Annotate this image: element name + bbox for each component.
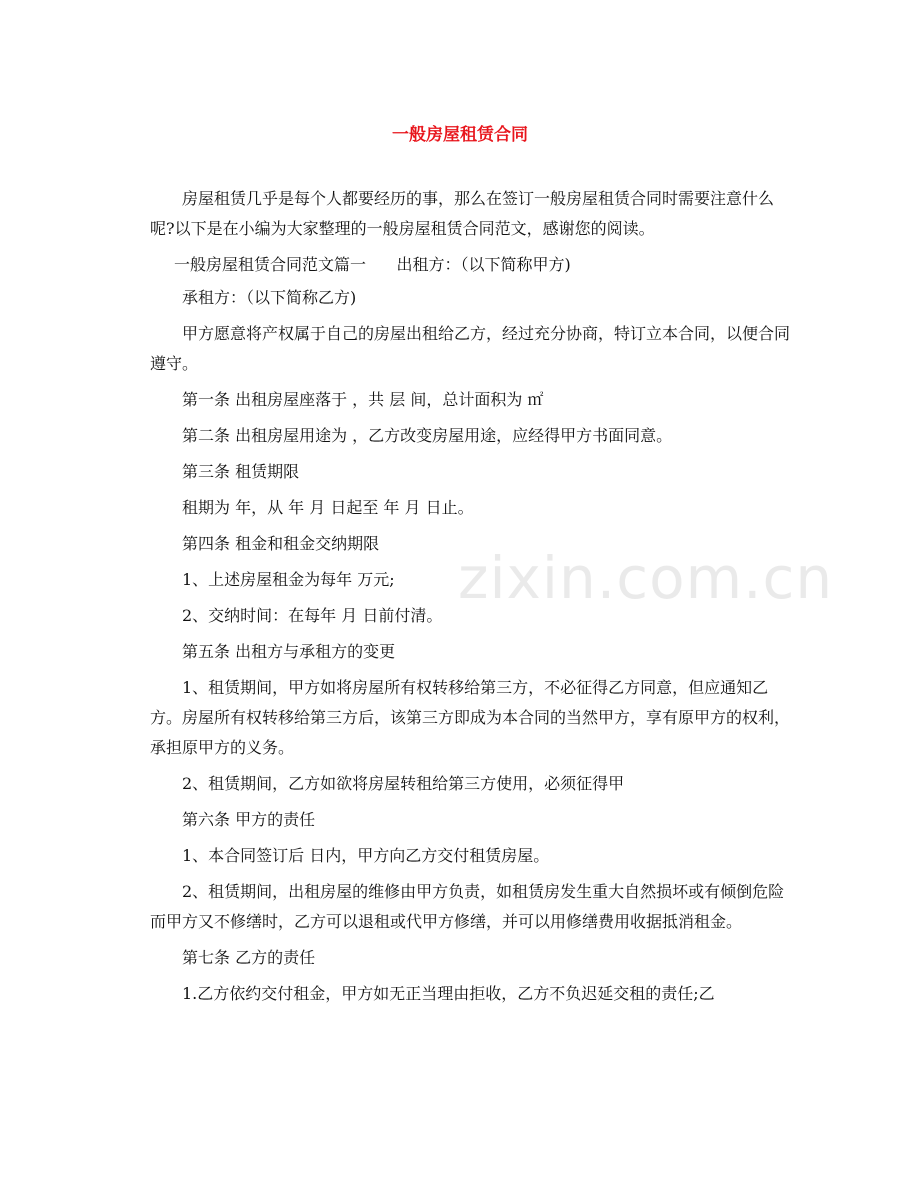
paragraph-lessor: 一般房屋租赁合同范文篇一 出租方：（以下简称甲方)	[174, 255, 571, 274]
document-title: 一般房屋租赁合同	[392, 125, 528, 145]
article-5-item-2: 2、租赁期间，乙方如欲将房屋转租给第三方使用，必须征得甲	[182, 774, 625, 793]
article-5-item-1: 1、租赁期间，甲方如将房屋所有权转移给第三方，不必征得乙方同意，但应通知乙方。房屋所有权转移给第三方后，该第三方即成为本合同的当然甲方，享有原甲方的权利，承担原甲方的义务。	[150, 678, 791, 757]
article-2: 第二条 出租房屋用途为 ，乙方改变房屋用途，应经得甲方书面同意。	[182, 426, 673, 445]
article-3-heading: 第三条 租赁期限	[182, 462, 300, 481]
article-6-heading: 第六条 甲方的责任	[182, 810, 316, 829]
watermark-text: zixin.com.cn	[458, 544, 834, 612]
article-7-item-1: 1.乙方依约交付租金，甲方如无正当理由拒收，乙方不负迟延交租的责任;乙	[182, 984, 715, 1003]
paragraph-lessee: 承租方：（以下简称乙方)	[182, 288, 357, 307]
paragraph-intro: 房屋租赁几乎是每个人都要经历的事，那么在签订一般房屋租赁合同时需要注意什么呢?以下是在小编为大家整理的一般房屋租赁合同范文，感谢您的阅读。	[150, 189, 775, 238]
article-7-heading: 第七条 乙方的责任	[182, 948, 316, 967]
document-body	[150, 184, 790, 1015]
article-6-item-2: 2、租赁期间，出租房屋的维修由甲方负责，如租赁房发生重大自然损坏或有倾倒危险而甲方又不修缮时，乙方可以退租或代甲方修缮，并可以用修缮费用收据抵消租金。	[150, 882, 785, 931]
article-6-item-1: 1、本合同签订后 日内，甲方向乙方交付租赁房屋。	[182, 846, 550, 865]
paragraph-agreement: 甲方愿意将产权属于自己的房屋出租给乙方，经过充分协商，特订立本合同，以便合同遵守。	[150, 324, 791, 373]
article-4-heading: 第四条 租金和租金交纳期限	[182, 534, 380, 553]
article-4-item-1: 1、上述房屋租金为每年 万元;	[182, 570, 395, 589]
article-5-heading: 第五条 出租方与承租方的变更	[182, 642, 396, 661]
article-3-body: 租期为 年，从 年 月 日起至 年 月 日止。	[182, 498, 474, 517]
article-4-item-2: 2、交纳时间：在每年 月 日前付清。	[182, 606, 443, 625]
article-1: 第一条 出租房屋座落于 ，共 层 间，总计面积为 ㎡	[182, 390, 544, 409]
